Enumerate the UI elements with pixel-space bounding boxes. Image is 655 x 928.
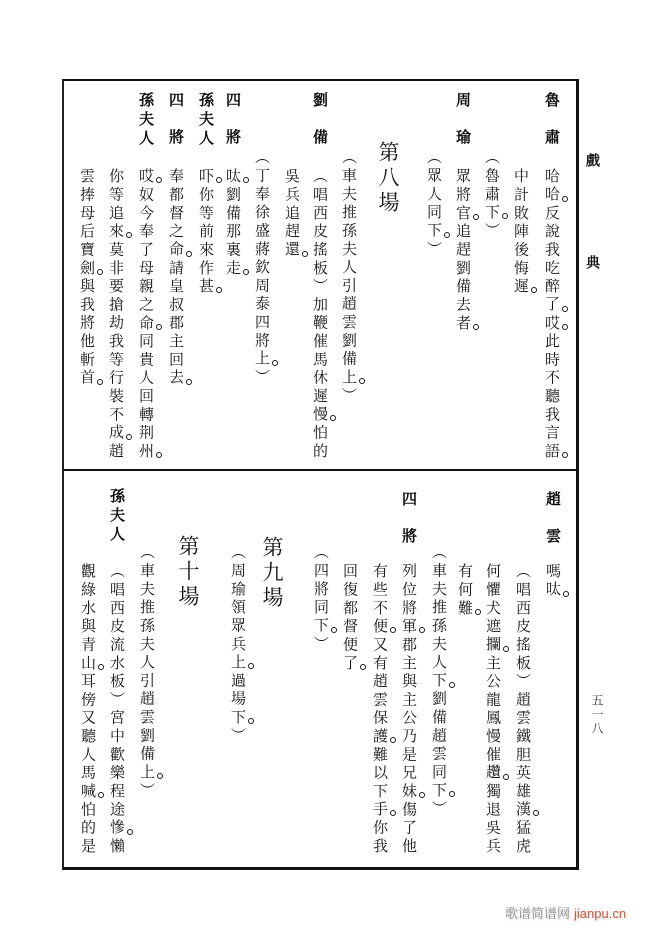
punctuated-char: 呔 [544,581,562,600]
dialogue-line: 哎奴今奉了母親之命同貴人回轉荆州 [137,168,155,461]
punctuated-char: 下 [425,222,443,241]
dialogue-line: 嗎呔 [544,563,562,600]
punctuated-char: 攔 [484,636,502,655]
punctuated-char: 哎 [543,314,561,333]
stage-direction: （眾人同下） [425,149,443,259]
speaker-label: 周瑜 [454,92,472,166]
continuation-line: （唱西皮搖板）趙雲鐵胆英雄漢猛虎 [514,563,532,856]
punctuated-char: 山 [79,654,97,673]
speaker-label: 四將 [167,92,185,166]
stage-direction: （車夫推孫夫人引趙雲劉備上） [138,544,156,801]
dialogue-line: 奉都督之命請皇叔郡主回去 [167,168,185,388]
speaker-label: 孫夫人 [108,488,126,545]
punctuated-char: 了 [341,654,359,673]
page-number: 五一八 [590,694,604,736]
punctuated-char: 手 [371,801,389,820]
punctuated-char: 便 [371,617,389,637]
scene-title: 第十場 [176,535,200,610]
continuation-line: 有些不便又有趙雲保護難以下手你我 [371,563,389,856]
speaker-label: 四將 [400,491,418,565]
punctuated-char: 呔 [224,168,242,187]
dialogue-line: 哈哈反說我吃醉了哎此時不聽我言語 [543,168,561,461]
speaker-label: 孫夫人 [197,92,215,149]
punctuated-char: 劍 [78,259,96,278]
punctuated-char: 上 [253,350,271,369]
punctuated-char: 慢 [311,406,329,425]
punctuated-char: 難 [456,599,474,618]
punctuated-char: 下 [430,782,448,801]
dialogue-line: 呔劉備那裏走 [224,168,242,278]
continuation-line: 你等追來莫非要搶劫我等行裝不成趙 [107,168,125,461]
punctuated-char: 還 [283,241,301,260]
speaker-label: 魯肅 [543,92,561,166]
punctuated-char: 官 [454,204,472,223]
punctuated-char: 遲 [512,277,530,297]
punctuated-char: 哈 [543,186,561,205]
punctuated-char: 者 [454,314,472,333]
punctuated-char: 了 [543,296,561,315]
stage-direction: （車夫推孫夫人下劉備趙雲同下） [430,544,448,819]
speaker-label: 趙雲 [544,491,562,565]
punctuated-char: 首 [78,369,96,388]
scene-title: 第九場 [260,536,284,611]
punctuated-char: 甚 [197,277,215,297]
stage-direction: （四將同下） [312,544,330,654]
punctuated-char: 上 [229,653,247,673]
punctuated-char: 下 [229,708,247,728]
stage-direction: （丁奉徐盛蔣欽周泰四將上） [253,149,271,388]
speaker-label: 四將 [224,92,242,166]
continuation-line: 何懼犬遮攔主公龍鳳慢催趲獨退吳兵 [484,563,502,856]
punctuated-char: 哎 [137,168,155,187]
punctuated-char: 下 [483,203,501,223]
punctuated-char: 下 [312,617,330,636]
punctuated-char: 成 [107,424,125,443]
punctuated-char: 妹 [400,782,418,802]
continuation-line: 有何難 [456,563,474,618]
dialogue-line: （唱西皮搖板）加鞭催馬休遲慢怕的 [311,168,329,461]
continuation-line: 觀綠水與青山耳傍又聽人馬喊怕的是 [79,563,97,856]
punctuated-char: 喊 [79,782,97,802]
punctuated-char: 漢 [514,801,532,820]
punctuated-char: 吓 [197,168,215,187]
punctuated-char: 來 [107,222,125,242]
running-title: 戲典 [584,153,600,357]
stage-direction: （車夫推孫夫人引趙雲劉備上） [340,149,358,406]
punctuated-char: 下 [430,672,448,691]
punctuated-char: 命 [167,241,185,260]
stage-direction: （魯肅下） [483,149,501,241]
continuation-line: 回復都督便了 [341,563,359,673]
continuation-line: 雲捧母后寶劍與我將他斬首 [78,168,96,388]
continuation-line: 吳兵追趕還 [283,168,301,260]
punctuated-char: 上 [138,763,156,783]
punctuated-char: 護 [371,727,389,747]
dialogue-line: 眾將官追趕劉備去者 [454,168,472,333]
punctuated-char: 軍 [400,617,418,637]
dialogue-line: 列位將軍郡主與主公乃是兄妹傷了他 [400,563,418,856]
punctuated-char: 命 [137,314,155,333]
punctuated-char: 州 [137,442,155,461]
punctuated-char: 趲 [484,764,502,783]
punctuated-char: 走 [224,259,242,278]
punctuated-char: 去 [167,369,185,388]
speaker-label: 孫夫人 [137,92,155,149]
punctuated-char: 慘 [108,819,126,838]
site-watermark [505,903,626,922]
stage-direction: （周瑜領眾兵上過場下） [229,544,247,746]
scene-title: 第八場 [376,141,400,216]
dialogue-line: 吓你等前來作甚 [197,168,215,297]
dialogue-line: （唱西皮流水板）宮中歡樂程途慘懶 [108,563,126,856]
punctuated-char: 語 [543,442,561,461]
watermark-site-name: 歌谱简谱网 [505,907,571,922]
panel-divider-rule [63,469,578,471]
continuation-line: 中計敗陣後悔遲 [512,168,530,297]
speaker-label: 劉備 [311,92,329,166]
watermark-domain: jianpu.cn [574,906,627,921]
punctuated-char: 上 [340,368,358,388]
